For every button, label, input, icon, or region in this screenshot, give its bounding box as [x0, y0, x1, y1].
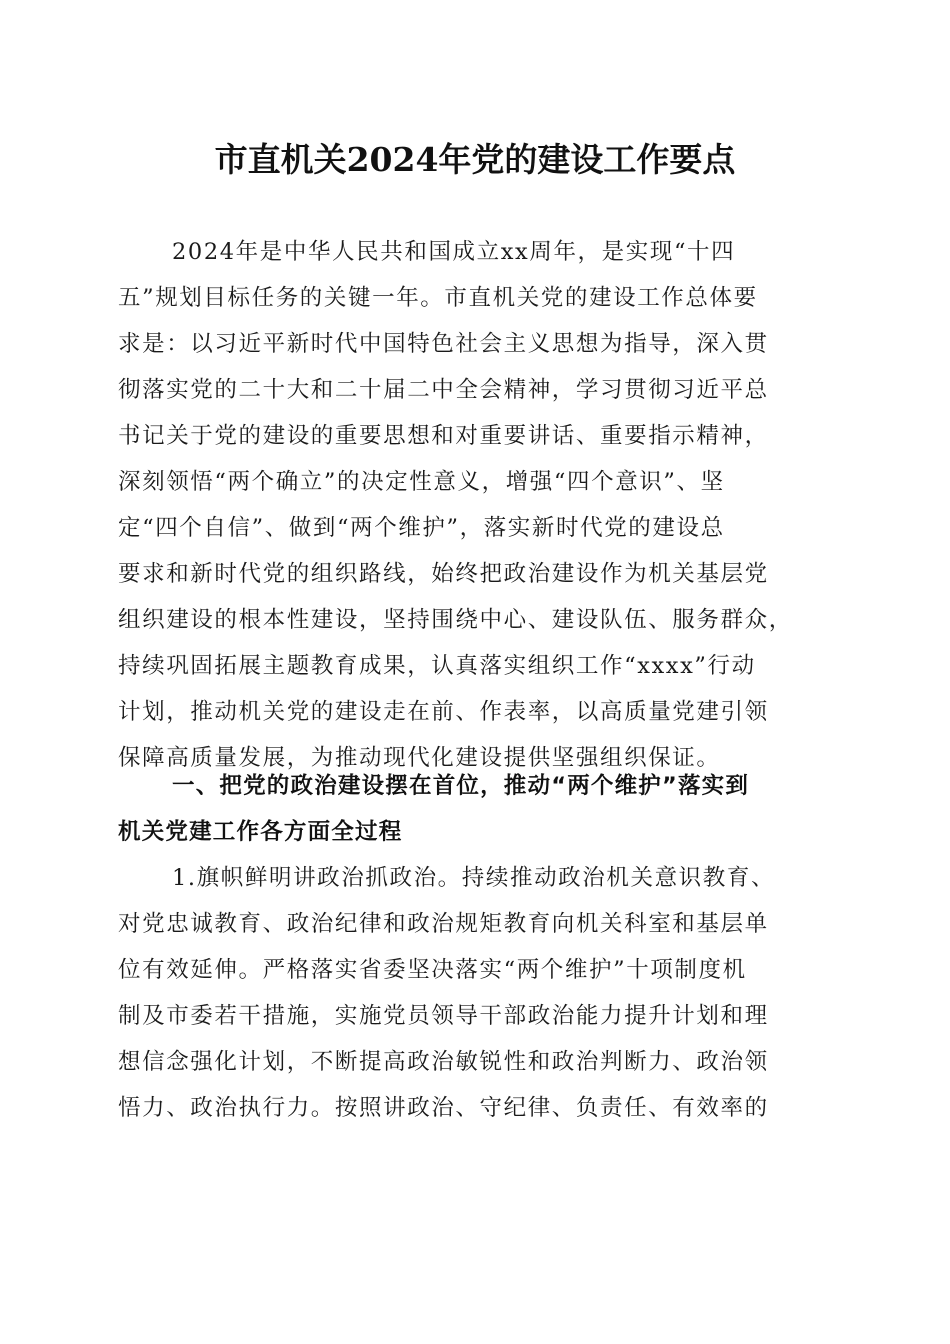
paragraph-line: 想信念强化计划，不断提高政治敏锐性和政治判断力、政治领	[118, 1049, 769, 1075]
paragraph-line: 2024年是中华人民共和国成立xx周年，是实现“十四	[172, 239, 736, 265]
paragraph-line: 要求和新时代党的组织路线，始终把政治建设作为机关基层党	[118, 561, 769, 587]
paragraph-line: 深刻领悟“两个确立”的决定性意义，增强“四个意识”、坚	[118, 469, 725, 495]
paragraph-line: 组织建设的根本性建设，坚持围绕中心、建设队伍、服务群众，	[118, 607, 793, 633]
intro-paragraph	[118, 229, 828, 781]
paragraph-line: 1.旗帜鲜明讲政治抓政治。持续推动政治机关意识教育、	[172, 865, 776, 891]
paragraph-line: 保障高质量发展，为推动现代化建设提供坚强组织保证。	[118, 745, 721, 771]
heading-line: 一、把党的政治建设摆在首位，推动“两个维护”落实到	[172, 773, 750, 799]
paragraph-line: 彻落实党的二十大和二十届二中全会精神，学习贯彻习近平总	[118, 377, 769, 403]
paragraph-line: 对党忠诚教育、政治纪律和政治规矩教育向机关科室和基层单	[118, 911, 769, 937]
paragraph-line: 求是：以习近平新时代中国特色社会主义思想为指导，深入贯	[118, 331, 769, 357]
paragraph-line: 计划，推动机关党的建设走在前、作表率，以高质量党建引领	[118, 699, 769, 725]
item-paragraph	[118, 855, 828, 1131]
paragraph-line: 书记关于党的建设的重要思想和对重要讲话、重要指示精神，	[118, 423, 769, 449]
paragraph-line: 持续巩固拓展主题教育成果，认真落实组织工作“xxxx”行动	[118, 653, 756, 679]
paragraph-line: 制及市委若干措施，实施党员领导干部政治能力提升计划和理	[118, 1003, 769, 1029]
section-heading	[118, 763, 828, 855]
heading-line: 机关党建工作各方面全过程	[118, 819, 403, 845]
paragraph-line: 五”规划目标任务的关键一年。市直机关党的建设工作总体要	[118, 285, 758, 311]
paragraph-line: 定“四个自信”、做到“两个维护”，落实新时代党的建设总	[118, 515, 725, 541]
paragraph-line: 位有效延伸。严格落实省委坚决落实“两个维护”十项制度机	[118, 957, 747, 983]
document-title: 市直机关2024年党的建设工作要点	[214, 140, 736, 179]
paragraph-line: 悟力、政治执行力。按照讲政治、守纪律、负责任、有效率的	[118, 1095, 769, 1121]
